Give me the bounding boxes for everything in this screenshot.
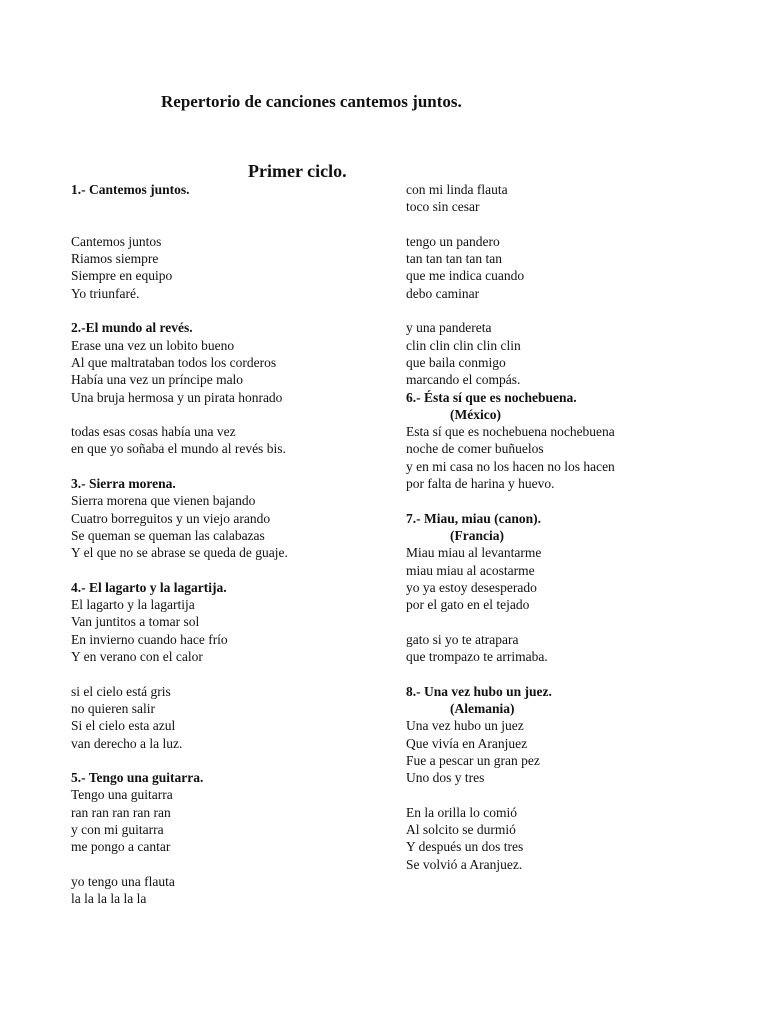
lyric-line: van derecho a la luz.	[71, 735, 183, 751]
lyric-line: gato si yo te atrapara	[406, 631, 519, 647]
blank-line	[406, 786, 736, 803]
lyric-line: marcando el compás.	[406, 372, 521, 388]
lyric-line: Miau miau al levantarme	[406, 545, 542, 561]
song-heading: 3.- Sierra morena.	[71, 476, 176, 492]
blank-line	[406, 613, 736, 630]
lyric-line: Una vez hubo un juez	[406, 718, 524, 734]
song-heading: 7.- Miau, miau (canon).	[406, 510, 541, 526]
lyric-line: noche de comer buñuelos	[406, 441, 544, 457]
blank-line	[71, 198, 391, 215]
lyric-line: tengo un pandero	[406, 233, 500, 249]
blank-line	[406, 665, 736, 682]
document-title: Repertorio de canciones cantemos juntos.	[161, 92, 462, 111]
song-heading: 6.- Ésta sí que es nochebuena.	[406, 389, 577, 405]
lyric-line: Riamos siempre	[71, 251, 159, 267]
blank-line	[71, 302, 391, 319]
lyric-line: si el cielo está gris	[71, 683, 171, 699]
blank-line	[71, 216, 391, 233]
lyric-line: Van juntitos a tomar sol	[71, 614, 200, 630]
lyric-line: Yo triunfaré.	[71, 285, 140, 301]
lyric-line: Una bruja hermosa y un pirata honrado	[71, 389, 283, 405]
song-origin: (Francia)	[450, 527, 504, 543]
lyric-line: clin clin clin clin clin	[406, 337, 521, 353]
lyric-line: Al solcito se durmió	[406, 821, 516, 837]
lyric-line: en que yo soñaba el mundo al revés bis.	[71, 441, 286, 457]
lyric-line: Que vivía en Aranjuez	[406, 735, 528, 751]
lyric-line: Esta sí que es nochebuena nochebuena	[406, 424, 615, 440]
section-title: Primer ciclo.	[248, 161, 347, 181]
lyric-line: En la orilla lo comió	[406, 804, 517, 820]
lyric-line: ran ran ran ran ran	[71, 804, 171, 820]
blank-line	[71, 406, 391, 423]
lyric-line: Se queman se queman las calabazas	[71, 527, 265, 543]
song-heading: 8.- Una vez hubo un juez.	[406, 683, 552, 699]
lyric-line: Y el que no se abrase se queda de guaje.	[71, 545, 288, 561]
lyric-line: Si el cielo esta azul	[71, 718, 176, 734]
blank-line	[71, 752, 391, 769]
lyric-line: Erase una vez un lobito bueno	[71, 337, 235, 353]
song-heading: 4.- El lagarto y la lagartija.	[71, 579, 227, 595]
song-heading: 5.- Tengo una guitarra.	[71, 770, 204, 786]
lyric-line: por el gato en el tejado	[406, 597, 530, 613]
lyric-line: El lagarto y la lagartija	[71, 597, 195, 613]
lyric-line: yo tengo una flauta	[71, 873, 175, 889]
lyric-line: yo ya estoy desesperado	[406, 579, 537, 595]
blank-line	[71, 562, 391, 579]
lyric-line: miau miau al acostarme	[406, 562, 535, 578]
song-heading: 2.-El mundo al revés.	[71, 320, 193, 336]
lyric-line: Cuatro borreguitos y un viejo arando	[71, 510, 271, 526]
lyric-line: y una pandereta	[406, 320, 492, 336]
lyric-line: Tengo una guitarra	[71, 787, 173, 803]
song-origin: (México)	[450, 406, 501, 422]
lyric-line: Había una vez un príncipe malo	[71, 372, 244, 388]
lyric-line: Fue a pescar un gran pez	[406, 752, 540, 768]
lyric-line: Y después un dos tres	[406, 839, 524, 855]
right-column	[406, 181, 736, 873]
lyric-line: que baila conmigo	[406, 354, 506, 370]
lyric-line: Al que maltrataban todos los corderos	[71, 354, 277, 370]
lyric-line: no quieren salir	[71, 700, 155, 716]
lyric-line: por falta de harina y huevo.	[406, 476, 555, 492]
lyric-line: tan tan tan tan tan	[406, 251, 502, 267]
lyric-line: y en mi casa no los hacen no los hacen	[406, 458, 615, 474]
blank-line	[71, 856, 391, 873]
lyric-line: Sierra morena que vienen bajando	[71, 493, 256, 509]
lyric-line: Se volvió a Aranjuez.	[406, 856, 523, 872]
lyric-line: Siempre en equipo	[71, 268, 173, 284]
lyric-line: y con mi guitarra	[71, 821, 164, 837]
blank-line	[71, 665, 391, 682]
lyric-line: todas esas cosas había una vez	[71, 424, 236, 440]
lyric-line: me pongo a cantar	[71, 839, 171, 855]
blank-line	[406, 302, 736, 319]
song-origin: (Alemania)	[450, 700, 515, 716]
blank-line	[406, 492, 736, 509]
lyric-line: Y en verano con el calor	[71, 649, 203, 665]
lyric-line: Cantemos juntos	[71, 233, 162, 249]
lyric-line: Uno dos y tres	[406, 770, 485, 786]
lyric-line: la la la la la la	[71, 891, 147, 907]
lyric-line: En invierno cuando hace frío	[71, 631, 228, 647]
song-heading: 1.- Cantemos juntos.	[71, 182, 190, 197]
lyric-line: con mi linda flauta	[406, 182, 508, 197]
lyric-line: que me indica cuando	[406, 268, 525, 284]
blank-line	[71, 458, 391, 475]
lyric-line: que trompazo te arrimaba.	[406, 649, 548, 665]
left-column	[71, 181, 391, 907]
lyric-line: debo caminar	[406, 285, 480, 301]
lyric-line: toco sin cesar	[406, 199, 480, 215]
blank-line	[406, 216, 736, 233]
